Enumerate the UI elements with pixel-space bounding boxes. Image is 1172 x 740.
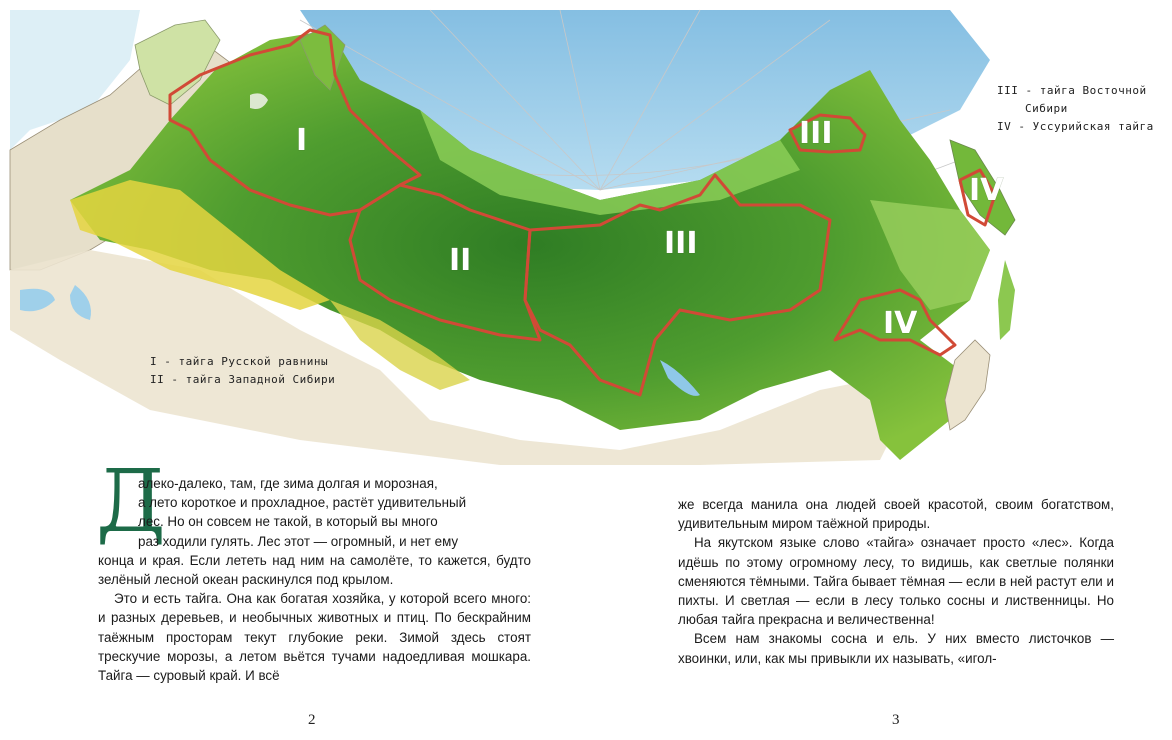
legend-right <box>997 82 1154 136</box>
region-label-iii: III <box>664 226 698 261</box>
text-line: а лето короткое и прохладное, растёт удивительный <box>138 495 467 511</box>
japan <box>945 340 990 430</box>
paragraph: Это и есть тайга. Она как богатая хозяйка, у которой всего много: и разных деревьев, и необычных животных и птиц. По бескрайним таёжным просторам текут глубокие реки. Зимой здесь стоят трескучие морозы, а летом вьётся тучами надоедливая мошкара. Тайга — суровый край. И всё <box>98 591 531 684</box>
text-line: лес. Но он совсем не такой, в который вы много <box>138 514 438 530</box>
paragraph: Всем нам знакомы сосна и ель. У них вместо листочков — хвоинки, или, как мы привыкли их называть, «игол- <box>678 631 1114 666</box>
legend-item-iii-cont: Сибири <box>1025 102 1068 115</box>
legend-item-iv: IV - Уссурийская тайга <box>997 120 1154 133</box>
paragraph: же всегда манила она людей своей красотой, своим богатством, удивительным миром таёжной природы. <box>678 497 1114 532</box>
right-page-text <box>678 495 1114 668</box>
sakhalin <box>998 260 1015 340</box>
region-label-iv-south: IV <box>883 306 918 341</box>
legend-left <box>150 353 335 389</box>
drop-cap: Д <box>96 452 166 552</box>
paragraph: На якутском языке слово «тайга» означает просто «лес». Когда идёшь по этому огромному лесу, то видишь, как светлые полянки сменяются тёмными. Тайга бывает тёмная — если в ней растут ели и пихты. И светлая — если в лесу только сосны и лиственницы. Но любая тайга прекрасна и величественна! <box>678 535 1114 628</box>
left-page-text <box>98 474 531 685</box>
text-line: раз ходили гулять. Лес этот — огромный, и нет ему <box>138 533 459 549</box>
region-label-i: I <box>296 123 308 158</box>
drop-cap-lines <box>98 474 531 551</box>
page-number-right: 3 <box>892 712 900 728</box>
region-label-iii-north: III <box>799 116 833 151</box>
legend-item-ii: II - тайга Западной Сибири <box>150 373 336 386</box>
paragraph: конца и края. Если лететь над ним на самолёте, то кажется, будто зелёный лесной океан раскинулся под крылом. <box>98 552 531 588</box>
page-number-left: 2 <box>308 712 316 728</box>
legend-item-i: I - тайга Русской равнины <box>150 355 329 368</box>
region-label-ii: II <box>449 243 472 278</box>
legend-item-iii: III - тайга Восточной <box>997 84 1147 97</box>
text-line: алеко-далеко, там, где зима долгая и морозная, <box>138 476 438 491</box>
region-label-iv-north: IV <box>969 173 1004 208</box>
